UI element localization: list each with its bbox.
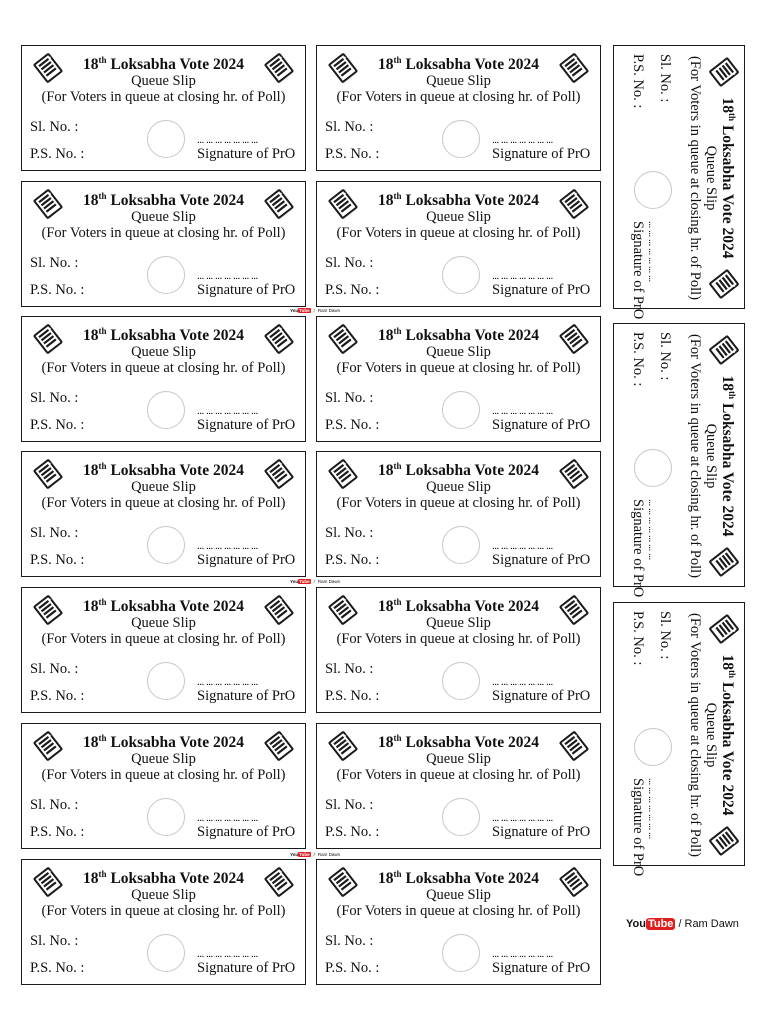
- signature-label: Signature of PrO: [197, 282, 296, 298]
- signature-label: Signature of PrO: [197, 960, 296, 976]
- signature-line: ... ... ... ... ... ... ...: [197, 812, 258, 824]
- slip-title: [718, 603, 736, 867]
- signature-line: ... ... ... ... ... ... ...: [492, 405, 553, 417]
- slip-note: (For Voters in queue at closing hr. of Poll): [41, 225, 286, 241]
- slip-title: [317, 462, 600, 480]
- signature-line: ... ... ... ... ... ... ...: [197, 676, 258, 688]
- stamp-circle: [442, 120, 480, 158]
- slip-title: [317, 598, 600, 616]
- queue-slip-r7c1: [21, 859, 306, 985]
- serial-number-label: Sl. No. :: [325, 933, 374, 949]
- slip-subtitle: Queue Slip: [703, 145, 719, 211]
- queue-slip-r4c1: [21, 451, 306, 577]
- slip-note: (For Voters in queue at closing hr. of Poll): [336, 89, 581, 105]
- youtube-tube-text: Tube: [299, 852, 310, 857]
- watermark-channel-name: Ram Dawn: [684, 918, 739, 930]
- watermark-separator: /: [313, 852, 315, 857]
- youtube-logo-icon: [290, 308, 311, 313]
- watermark-separator: /: [313, 308, 315, 313]
- title-suffix: th: [393, 460, 402, 471]
- stamp-circle: [147, 662, 185, 700]
- title-number: 18: [83, 327, 99, 344]
- signature-label: Signature of PrO: [492, 146, 591, 162]
- title-text: Loksabha Vote 2024: [401, 870, 539, 887]
- serial-number-label: Sl. No. :: [325, 525, 374, 541]
- ps-number-label: P.S. No. :: [30, 688, 85, 704]
- title-suffix: th: [98, 596, 107, 607]
- title-number: 18: [83, 598, 99, 615]
- slip-note: (For Voters in queue at closing hr. of Poll): [336, 631, 581, 647]
- signature-line: ... ... ... ... ... ... ...: [492, 812, 553, 824]
- stamp-circle: [442, 934, 480, 972]
- ps-number-label: P.S. No. :: [325, 417, 380, 433]
- youtube-tube-text: Tube: [647, 918, 674, 930]
- signature-label: Signature of PrO: [492, 824, 591, 840]
- slip-subtitle: Queue Slip: [131, 615, 196, 631]
- serial-number-label: Sl. No. :: [325, 119, 374, 135]
- queue-slip-vertical-v1: [613, 45, 745, 320]
- signature-line: ... ... ... ... ... ... ...: [492, 676, 553, 688]
- slip-title: [317, 56, 600, 74]
- stamp-circle: [442, 391, 480, 429]
- signature-label: Signature of PrO: [492, 417, 591, 433]
- signature-label: Signature of PrO: [630, 778, 646, 877]
- signature-line: ... ... ... ... ... ... ...: [646, 778, 658, 839]
- title-number: 18: [378, 462, 394, 479]
- signature-line: ... ... ... ... ... ... ...: [492, 540, 553, 552]
- watermark-channel-name: Ram Dawn: [317, 579, 341, 584]
- ps-number-label: P.S. No. :: [630, 332, 646, 387]
- ps-number-label: P.S. No. :: [325, 688, 380, 704]
- title-suffix: th: [98, 460, 107, 471]
- serial-number-label: Sl. No. :: [30, 525, 79, 541]
- serial-number-label: Sl. No. :: [30, 119, 79, 135]
- ps-number-label: P.S. No. :: [325, 552, 380, 568]
- watermark-small-2: [290, 579, 340, 584]
- title-suffix: th: [393, 596, 402, 607]
- ps-number-label: P.S. No. :: [630, 54, 646, 109]
- stamp-circle: [634, 728, 672, 766]
- signature-label: Signature of PrO: [197, 552, 296, 568]
- queue-slip-r6c1: [21, 723, 306, 849]
- watermark-channel-name: Ram Dawn: [317, 308, 341, 313]
- slip-note: (For Voters in queue at closing hr. of Poll): [41, 360, 286, 376]
- ps-number-label: P.S. No. :: [325, 282, 380, 298]
- title-suffix: th: [393, 54, 402, 65]
- ps-number-label: P.S. No. :: [630, 611, 646, 666]
- serial-number-label: Sl. No. :: [30, 933, 79, 949]
- title-text: Loksabha Vote 2024: [106, 192, 244, 209]
- title-text: Loksabha Vote 2024: [106, 870, 244, 887]
- serial-number-label: Sl. No. :: [325, 661, 374, 677]
- serial-number-label: Sl. No. :: [325, 390, 374, 406]
- serial-number-label: Sl. No. :: [30, 797, 79, 813]
- title-suffix: th: [393, 325, 402, 336]
- stamp-circle: [147, 526, 185, 564]
- stamp-circle: [147, 798, 185, 836]
- slip-subtitle: Queue Slip: [131, 479, 196, 495]
- signature-line: ... ... ... ... ... ... ...: [197, 540, 258, 552]
- ps-number-label: P.S. No. :: [30, 417, 85, 433]
- queue-slip-r6c2: [316, 723, 601, 849]
- slip-title: [718, 324, 736, 588]
- title-text: Loksabha Vote 2024: [401, 327, 539, 344]
- title-number: 18: [378, 327, 394, 344]
- signature-line: ... ... ... ... ... ... ...: [197, 134, 258, 146]
- slip-title: [317, 192, 600, 210]
- slip-note: (For Voters in queue at closing hr. of Poll): [336, 903, 581, 919]
- stamp-circle: [147, 120, 185, 158]
- queue-slip-r5c2: [316, 587, 601, 713]
- rotated-slip-content: [614, 603, 746, 877]
- title-number: 18: [83, 192, 99, 209]
- signature-label: Signature of PrO: [492, 688, 591, 704]
- signature-line: ... ... ... ... ... ... ...: [197, 948, 258, 960]
- signature-line: ... ... ... ... ... ... ...: [492, 134, 553, 146]
- slip-subtitle: Queue Slip: [426, 887, 491, 903]
- title-number: 18: [378, 870, 394, 887]
- title-number: 18: [719, 97, 736, 114]
- slip-note: (For Voters in queue at closing hr. of Poll): [41, 903, 286, 919]
- youtube-you-text: You: [290, 852, 299, 857]
- slip-subtitle: Queue Slip: [703, 702, 719, 768]
- slip-subtitle: Queue Slip: [131, 751, 196, 767]
- slip-title: [22, 462, 305, 480]
- slip-note: (For Voters in queue at closing hr. of Poll): [336, 767, 581, 783]
- serial-number-label: Sl. No. :: [657, 611, 673, 660]
- slip-title: [22, 870, 305, 888]
- rotated-slip-content: [614, 324, 746, 598]
- title-suffix: th: [393, 190, 402, 201]
- queue-slip-r2c2: [316, 181, 601, 307]
- queue-slip-r7c2: [316, 859, 601, 985]
- stamp-circle: [634, 171, 672, 209]
- stamp-circle: [442, 798, 480, 836]
- slip-note: (For Voters in queue at closing hr. of Poll): [41, 89, 286, 105]
- title-text: Loksabha Vote 2024: [106, 327, 244, 344]
- signature-label: Signature of PrO: [197, 688, 296, 704]
- slip-subtitle: Queue Slip: [131, 344, 196, 360]
- slip-title: [22, 327, 305, 345]
- title-suffix: th: [98, 325, 107, 336]
- title-number: 18: [378, 56, 394, 73]
- signature-label: Signature of PrO: [492, 552, 591, 568]
- signature-label: Signature of PrO: [630, 221, 646, 320]
- slip-note: (For Voters in queue at closing hr. of Poll): [336, 360, 581, 376]
- queue-slip-r3c1: [21, 316, 306, 442]
- title-suffix: th: [727, 670, 738, 679]
- slip-note: (For Voters in queue at closing hr. of Poll): [687, 334, 703, 578]
- signature-label: Signature of PrO: [492, 282, 591, 298]
- youtube-tube-text: Tube: [299, 579, 310, 584]
- queue-slip-vertical-v3: [613, 602, 745, 877]
- stamp-circle: [147, 934, 185, 972]
- queue-slip-vertical-v2: [613, 323, 745, 598]
- ps-number-label: P.S. No. :: [325, 824, 380, 840]
- serial-number-label: Sl. No. :: [325, 255, 374, 271]
- signature-line: ... ... ... ... ... ... ...: [646, 499, 658, 560]
- ps-number-label: P.S. No. :: [325, 960, 380, 976]
- slip-note: (For Voters in queue at closing hr. of Poll): [41, 631, 286, 647]
- youtube-you-text: You: [626, 918, 646, 930]
- slip-subtitle: Queue Slip: [703, 423, 719, 489]
- slip-subtitle: Queue Slip: [426, 615, 491, 631]
- stamp-circle: [634, 449, 672, 487]
- title-suffix: th: [98, 732, 107, 743]
- queue-slip-r1c1: [21, 45, 306, 171]
- title-number: 18: [83, 870, 99, 887]
- slip-subtitle: Queue Slip: [426, 209, 491, 225]
- slip-title: [317, 734, 600, 752]
- serial-number-label: Sl. No. :: [657, 54, 673, 103]
- queue-slip-r1c2: [316, 45, 601, 171]
- title-number: 18: [719, 654, 736, 671]
- slip-note: (For Voters in queue at closing hr. of Poll): [336, 495, 581, 511]
- queue-slip-r4c2: [316, 451, 601, 577]
- slip-subtitle: Queue Slip: [131, 73, 196, 89]
- slip-subtitle: Queue Slip: [131, 887, 196, 903]
- title-suffix: th: [98, 868, 107, 879]
- title-text: Loksabha Vote 2024: [719, 399, 736, 537]
- slip-title: [718, 46, 736, 310]
- slip-title: [22, 56, 305, 74]
- slip-note: (For Voters in queue at closing hr. of Poll): [336, 225, 581, 241]
- ps-number-label: P.S. No. :: [30, 146, 85, 162]
- title-suffix: th: [727, 391, 738, 400]
- title-text: Loksabha Vote 2024: [401, 462, 539, 479]
- serial-number-label: Sl. No. :: [657, 332, 673, 381]
- slip-note: (For Voters in queue at closing hr. of Poll): [687, 56, 703, 300]
- queue-slip-r3c2: [316, 316, 601, 442]
- title-text: Loksabha Vote 2024: [719, 121, 736, 259]
- slip-title: [22, 734, 305, 752]
- slip-title: [22, 598, 305, 616]
- rotated-slip-content: [614, 46, 746, 320]
- youtube-logo-icon: [290, 579, 311, 584]
- slip-note: (For Voters in queue at closing hr. of Poll): [687, 613, 703, 857]
- watermark-small-1: [290, 308, 340, 313]
- title-suffix: th: [98, 190, 107, 201]
- watermark-channel-name: Ram Dawn: [317, 852, 341, 857]
- stamp-circle: [442, 662, 480, 700]
- ps-number-label: P.S. No. :: [30, 552, 85, 568]
- queue-slip-r2c1: [21, 181, 306, 307]
- title-text: Loksabha Vote 2024: [401, 192, 539, 209]
- ps-number-label: P.S. No. :: [30, 282, 85, 298]
- youtube-logo-icon: [290, 852, 311, 857]
- stamp-circle: [442, 526, 480, 564]
- title-text: Loksabha Vote 2024: [106, 598, 244, 615]
- signature-line: ... ... ... ... ... ... ...: [646, 221, 658, 282]
- slip-subtitle: Queue Slip: [426, 73, 491, 89]
- title-number: 18: [83, 462, 99, 479]
- serial-number-label: Sl. No. :: [325, 797, 374, 813]
- slip-subtitle: Queue Slip: [426, 751, 491, 767]
- signature-label: Signature of PrO: [197, 824, 296, 840]
- signature-label: Signature of PrO: [630, 499, 646, 598]
- youtube-you-text: You: [290, 579, 299, 584]
- slip-note: (For Voters in queue at closing hr. of Poll): [41, 767, 286, 783]
- watermark-separator: /: [678, 918, 682, 930]
- title-number: 18: [719, 375, 736, 392]
- slip-note: (For Voters in queue at closing hr. of Poll): [41, 495, 286, 511]
- slip-title: [317, 870, 600, 888]
- title-text: Loksabha Vote 2024: [401, 598, 539, 615]
- slip-subtitle: Queue Slip: [131, 209, 196, 225]
- stamp-circle: [147, 256, 185, 294]
- signature-line: ... ... ... ... ... ... ...: [197, 270, 258, 282]
- title-suffix: th: [393, 868, 402, 879]
- title-text: Loksabha Vote 2024: [401, 56, 539, 73]
- serial-number-label: Sl. No. :: [30, 255, 79, 271]
- watermark-separator: /: [313, 579, 315, 584]
- slip-title: [317, 327, 600, 345]
- title-suffix: th: [393, 732, 402, 743]
- serial-number-label: Sl. No. :: [30, 390, 79, 406]
- title-text: Loksabha Vote 2024: [719, 678, 736, 816]
- slip-title: [22, 192, 305, 210]
- title-text: Loksabha Vote 2024: [401, 734, 539, 751]
- serial-number-label: Sl. No. :: [30, 661, 79, 677]
- title-suffix: th: [98, 54, 107, 65]
- signature-label: Signature of PrO: [492, 960, 591, 976]
- youtube-you-text: You: [290, 308, 299, 313]
- stamp-circle: [147, 391, 185, 429]
- signature-line: ... ... ... ... ... ... ...: [197, 405, 258, 417]
- stamp-circle: [442, 256, 480, 294]
- title-number: 18: [83, 56, 99, 73]
- watermark-channel: [626, 918, 739, 930]
- title-number: 18: [378, 734, 394, 751]
- slip-subtitle: Queue Slip: [426, 479, 491, 495]
- title-suffix: th: [727, 113, 738, 122]
- title-number: 18: [378, 598, 394, 615]
- queue-slip-r5c1: [21, 587, 306, 713]
- youtube-tube-text: Tube: [299, 308, 310, 313]
- signature-line: ... ... ... ... ... ... ...: [492, 948, 553, 960]
- signature-label: Signature of PrO: [197, 417, 296, 433]
- youtube-logo-icon: [626, 918, 675, 930]
- ps-number-label: P.S. No. :: [325, 146, 380, 162]
- watermark-small-3: [290, 852, 340, 857]
- title-number: 18: [83, 734, 99, 751]
- ps-number-label: P.S. No. :: [30, 960, 85, 976]
- title-number: 18: [378, 192, 394, 209]
- signature-label: Signature of PrO: [197, 146, 296, 162]
- title-text: Loksabha Vote 2024: [106, 734, 244, 751]
- ps-number-label: P.S. No. :: [30, 824, 85, 840]
- slip-subtitle: Queue Slip: [426, 344, 491, 360]
- title-text: Loksabha Vote 2024: [106, 462, 244, 479]
- signature-line: ... ... ... ... ... ... ...: [492, 270, 553, 282]
- title-text: Loksabha Vote 2024: [106, 56, 244, 73]
